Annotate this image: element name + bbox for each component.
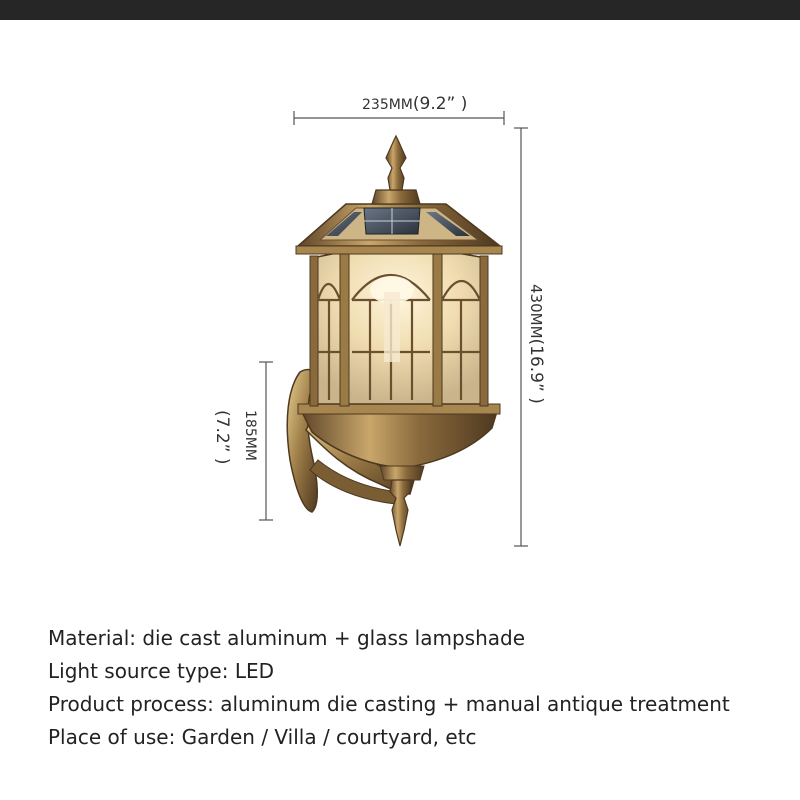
arm-dimension-line: [259, 362, 273, 520]
spec-process: Product process: aluminum die casting + manual antique treatment: [48, 692, 730, 716]
spec-material: Material: die cast aluminum + glass lampshade: [48, 626, 526, 650]
height-dimension-label: [526, 284, 546, 404]
height-inch-text: (16.9” ): [526, 338, 546, 404]
spec-place-of-use: Place of use: Garden / Villa / courtyard, etc: [48, 725, 477, 749]
width-inch-text: (9.2” ): [412, 94, 468, 114]
width-mm-text: 235MM: [362, 97, 413, 113]
spec-light-source: Light source type: LED: [48, 659, 274, 683]
height-mm-text: 430MM: [527, 284, 545, 339]
solar-panel-roof: [296, 136, 502, 254]
width-dimension-label: [362, 94, 467, 114]
arm-mm-label: 185MM: [242, 410, 258, 461]
top-bar: [0, 0, 800, 20]
lamp-glass-body: [310, 250, 488, 406]
arm-inch-label: (7.2” ): [212, 410, 232, 465]
product-specs: [48, 622, 730, 754]
